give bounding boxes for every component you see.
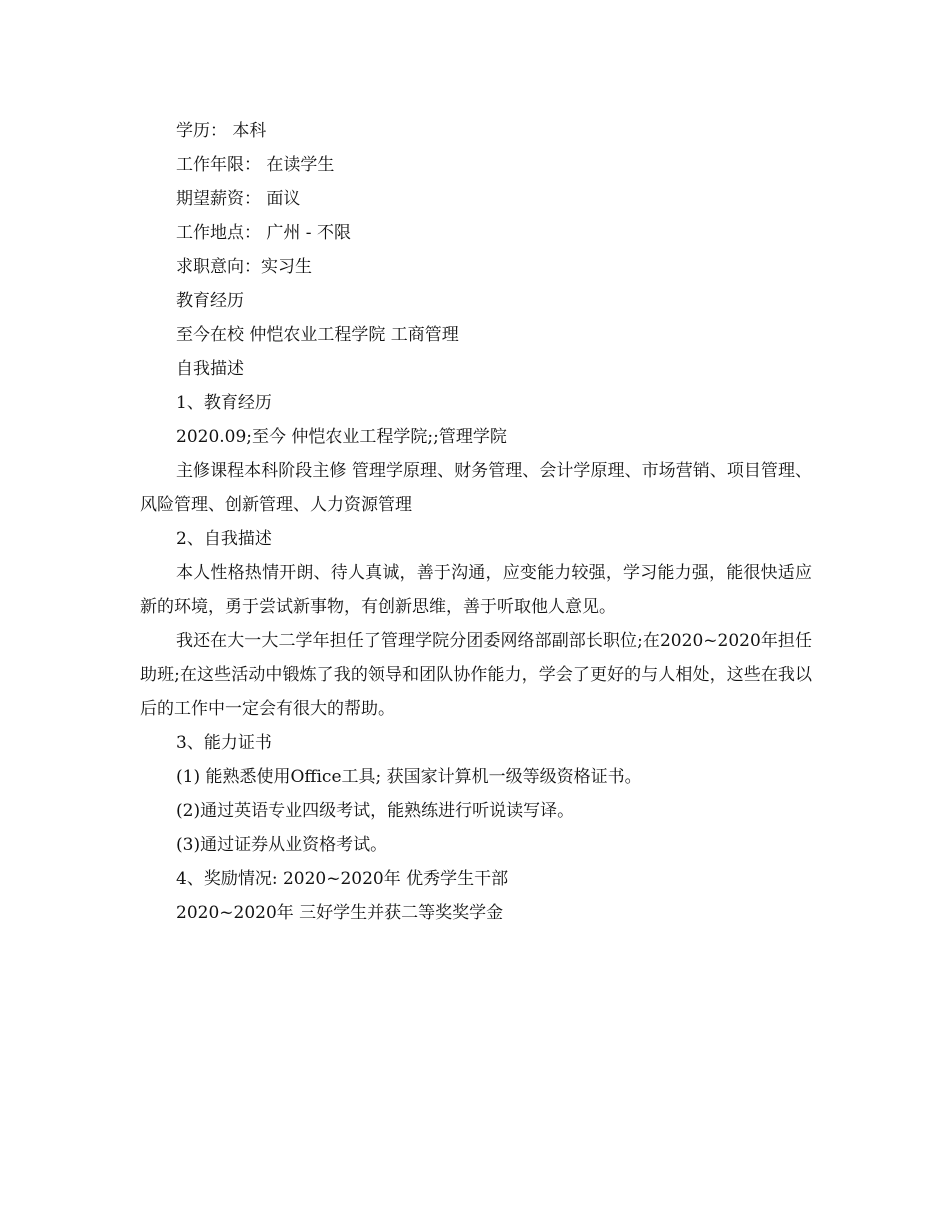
education-level-line: 学历： 本科 bbox=[176, 121, 267, 141]
section-3-heading: 3、能力证书 bbox=[176, 733, 272, 753]
work-years-line: 工作年限： 在读学生 bbox=[176, 155, 335, 175]
education-heading: 教育经历 bbox=[176, 291, 244, 311]
section-1-courses-paragraph: 主修课程本科阶段主修 管理学原理、财务管理、会计学原理、市场营销、项目管理、风险管理、创新管理、人力资源管理 bbox=[140, 461, 812, 515]
expected-salary-line: 期望薪资： 面议 bbox=[176, 189, 301, 209]
certificate-item-2: (2)通过英语专业四级考试，能熟练进行听说读写译。 bbox=[176, 801, 575, 821]
resume-body bbox=[140, 114, 812, 930]
job-intention-line: 求职意向：实习生 bbox=[176, 257, 312, 277]
award-item-2: 2020~2020年 三好学生并获二等奖奖学金 bbox=[176, 903, 504, 923]
section-1-period-line: 2020.09;至今 仲恺农业工程学院;;管理学院 bbox=[176, 427, 507, 447]
work-location-line: 工作地点： 广州 - 不限 bbox=[176, 223, 351, 243]
section-2-paragraph-1: 本人性格热情开朗、待人真诚，善于沟通，应变能力较强，学习能力强，能很快适应新的环境，勇于尝试新事物，有创新思维，善于听取他人意见。 bbox=[140, 563, 812, 617]
section-4-heading: 4、奖励情况: 2020~2020年 优秀学生干部 bbox=[176, 869, 509, 889]
section-2-heading: 2、自我描述 bbox=[176, 529, 272, 549]
section-2-paragraph-2: 我还在大一大二学年担任了管理学院分团委网络部副部长职位;在2020~2020年担任助班;在这些活动中锻炼了我的领导和团队协作能力，学会了更好的与人相处，这些在我以后的工作中一定会有很大的帮助。 bbox=[140, 631, 812, 719]
certificate-item-1: (1) 能熟悉使用Office工具; 获国家计算机一级等级资格证书。 bbox=[176, 767, 642, 787]
education-summary-line: 至今在校 仲恺农业工程学院 工商管理 bbox=[176, 325, 459, 345]
section-1-heading: 1、教育经历 bbox=[176, 393, 272, 413]
certificate-item-3: (3)通过证券从业资格考试。 bbox=[176, 835, 388, 855]
self-description-heading: 自我描述 bbox=[176, 359, 244, 379]
